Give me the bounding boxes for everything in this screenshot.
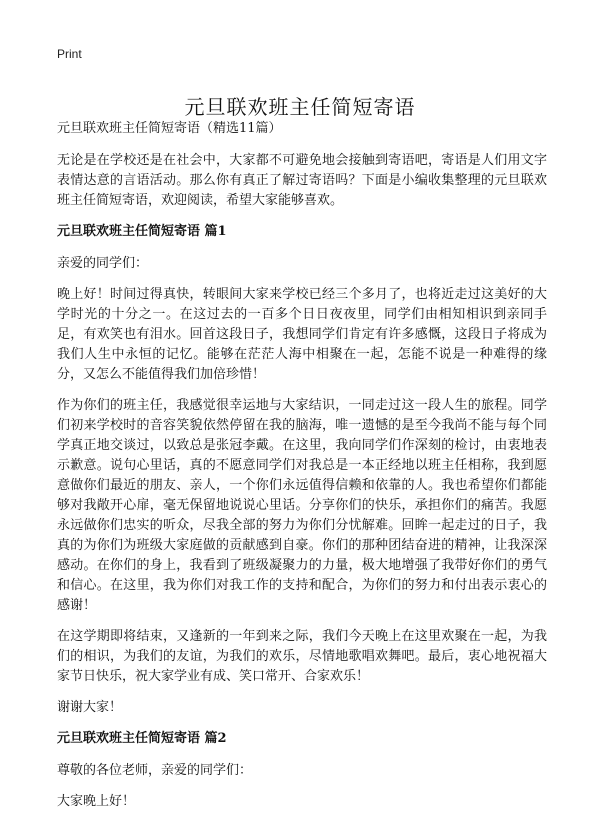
section-2-heading: 元旦联欢班主任简短寄语 篇2 (57, 731, 227, 746)
document-body (57, 119, 547, 823)
section-1-paragraph-3: 在这学期即将结束，又逢新的一年到来之际，我们今天晚上在这里欢聚在一起，为我们的相识，为我们的友谊，为我们的欢乐，尽情地歌唱欢舞吧。最后，衷心地祝福大家节日快乐，祝大家学业有成、笑口常开、合家欢乐！ (57, 629, 547, 684)
section-1-paragraph-1: 晚上好！时间过得真快，转眼间大家来学校已经三个多月了，也将近走过这美好的大学时光的十分之一。在这过去的一百多个日日夜夜里，同学们由相知相识到亲同手足，有欢笑也有泪水。回首这段日子，我想同学们肯定有许多感慨，这段日子将成为我们人生中永恒的记忆。能够在茫茫人海中相聚在一起，怎能不说是一种难得的缘分，又怎么不能值得我们加倍珍惜！ (57, 287, 547, 382)
print-link[interactable]: Print (57, 47, 82, 61)
section-1-paragraph-2: 作为你们的班主任，我感觉很幸运地与大家结识，一同走过这一段人生的旅程。同学们初来学校时的音容笑貌依然停留在我的脑海，唯一遗憾的是至今我尚不能与每个同学真正地交谈过，以致总是张冠李戴。在这里，我向同学们作深刻的检讨，由衷地表示歉意。说句心里话，真的不愿意同学们对我总是一本正经地以班主任相称，我到愿意做你们最近的朋友、亲人，一个你们永远值得信赖和依靠的人。我也希望你们都能够对我敞开心扉，毫无保留地说说心里话。分享你们的快乐，承担你们的痛苦。我愿永远做你们忠实的听众，尽我全部的努力为你们分忧解难。回眸一起走过的日子，我真的为你们为班级大家庭做的贡献感到自豪。你们的那种团结奋进的精神，让我深深感动。在你们的身上，我看到了班级凝聚力的力量，极大地增强了我带好你们的勇气和信心。在这里，我为你们对我工作的支持和配合，为你们的努力和付出表示衷心的感谢！ (57, 398, 547, 613)
intro-paragraph: 无论是在学校还是在社会中，大家都不可避免地会接触到寄语吧，寄语是人们用文字表情达意的言语活动。那么你有真正了解过寄语吗？下面是小编收集整理的元旦联欢班主任简短寄语，欢迎阅读，希望大家能够喜欢。 (57, 153, 547, 208)
page-title: 元旦联欢班主任简短寄语 (184, 95, 416, 120)
section-2-paragraph-1: 大家晚上好！ (57, 794, 136, 809)
section-1-greeting: 亲爱的同学们： (57, 256, 149, 271)
document-subtitle: 元旦联欢班主任简短寄语（精选11篇） (57, 121, 282, 136)
section-1-heading: 元旦联欢班主任简短寄语 篇1 (57, 224, 227, 239)
section-2-greeting: 尊敬的各位老师，亲爱的同学们： (57, 763, 253, 778)
section-1-closing: 谢谢大家！ (57, 700, 123, 715)
